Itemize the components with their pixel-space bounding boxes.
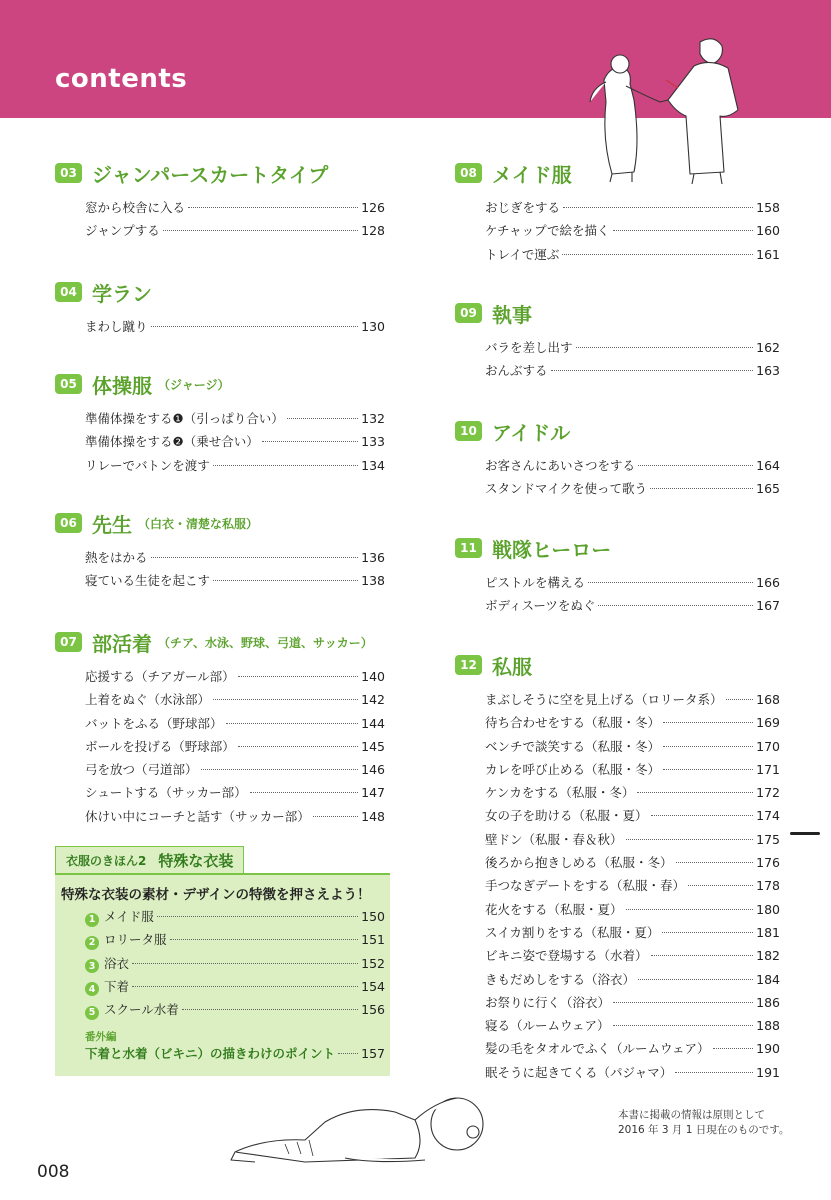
dot-leader — [613, 1025, 754, 1026]
section-0 — [455, 158, 780, 268]
dot-leader — [598, 605, 753, 606]
entry-page: 151 — [361, 932, 385, 948]
number-circle: 5 — [85, 1006, 99, 1020]
entry-page: 133 — [361, 434, 385, 450]
toc-entry[interactable] — [485, 456, 780, 479]
entry-page: 180 — [756, 901, 780, 917]
section-header — [55, 369, 385, 399]
section-number-badge: 09 — [455, 303, 482, 323]
entry-text: おんぶする — [485, 363, 548, 379]
section-2 — [55, 369, 385, 479]
dot-leader — [157, 916, 358, 917]
dot-leader — [563, 207, 753, 208]
entry-page: 175 — [756, 831, 780, 847]
entry-text: 準備体操をする❶（引っぱり合い） — [85, 411, 284, 426]
entry-page: 132 — [361, 411, 385, 426]
dot-leader — [262, 441, 358, 442]
entry-page: 168 — [756, 692, 780, 707]
entry-text: 眠そうに起きてくる（パジャマ） — [485, 1064, 673, 1080]
entry-page: 144 — [361, 715, 385, 731]
entry-text: ベンチで談笑する（私服・冬） — [485, 738, 661, 754]
dot-leader — [663, 746, 753, 747]
toc-entry[interactable] — [85, 221, 385, 244]
toc-entry[interactable] — [485, 361, 780, 384]
toc-entry[interactable] — [485, 690, 780, 713]
entry-page: 174 — [756, 808, 780, 824]
entry-page: 148 — [361, 808, 385, 824]
entry-text: 弓を放つ（弓道部） — [85, 762, 198, 778]
entry-page: 140 — [361, 669, 385, 684]
toc-entry[interactable] — [485, 338, 780, 361]
dot-leader — [576, 347, 754, 348]
entry-page: 162 — [756, 340, 780, 355]
entry-text: きもだめしをする（浴衣） — [485, 971, 636, 987]
number-circle: 2 — [85, 936, 99, 950]
dot-leader — [638, 465, 753, 466]
toc-entry[interactable] — [85, 548, 385, 571]
entry-page: 170 — [756, 738, 780, 754]
toc-entry[interactable] — [485, 830, 780, 853]
toc-entry[interactable] — [485, 900, 780, 923]
toc-entry[interactable] — [485, 970, 780, 993]
entry-page: 163 — [756, 363, 780, 379]
entry-text: ピストルを構える — [485, 575, 586, 590]
entry-text: ボディスーツをぬぐ — [485, 598, 596, 614]
entry-text: スクール水着 — [104, 1002, 179, 1018]
section-4 — [55, 627, 385, 830]
toc-entry[interactable] — [485, 245, 780, 268]
toc-entry[interactable] — [85, 198, 385, 221]
section-number-badge: 10 — [455, 421, 482, 441]
toc-entry[interactable] — [485, 853, 780, 876]
section-header — [455, 650, 780, 680]
entry-page: 191 — [756, 1064, 780, 1080]
section-number-badge: 07 — [55, 632, 82, 652]
section-number-badge: 04 — [55, 282, 82, 302]
entry-text: リレーでバトンを渡す — [85, 457, 210, 473]
entry-text: ケンカをする（私服・冬） — [485, 785, 635, 801]
entry-text: お客さんにあいさつをする — [485, 458, 636, 473]
dot-leader — [676, 862, 754, 863]
toc-entry[interactable] — [485, 573, 780, 596]
toc-entry[interactable] — [485, 713, 780, 736]
toc-entry[interactable] — [85, 807, 385, 830]
toc-entry[interactable] — [85, 571, 385, 594]
dot-leader — [226, 723, 359, 724]
dot-leader — [651, 955, 754, 956]
dot-leader — [662, 932, 753, 933]
toc-entry[interactable] — [485, 221, 780, 244]
entry-list — [55, 409, 385, 479]
entry-page: 126 — [361, 200, 385, 215]
box-body — [55, 873, 390, 1076]
dot-leader — [637, 792, 753, 793]
section-header — [455, 533, 780, 563]
section-subtitle: （ジャージ） — [158, 377, 230, 392]
toc-entry[interactable] — [85, 456, 385, 479]
entry-text: ジャンプする — [85, 223, 160, 239]
toc-entry[interactable] — [485, 1039, 780, 1062]
entry-page: 169 — [756, 715, 780, 731]
entry-page: 138 — [361, 573, 385, 589]
entry-text: 休けい中にコーチと話す（サッカー部） — [85, 808, 310, 824]
number-circle: 3 — [85, 959, 99, 973]
entry-text: 下着と水着（ビキニ）の描きわけのポイント — [85, 1046, 336, 1062]
entry-page: 184 — [756, 971, 780, 987]
entry-page: 167 — [756, 598, 780, 614]
section-1 — [455, 298, 780, 385]
entry-text: まわし蹴り — [85, 319, 148, 334]
entry-text: おじぎをする — [485, 200, 561, 215]
entry-text: 熱をはかる — [85, 550, 148, 565]
entry-text: 壁ドン（私服・春＆秋） — [485, 831, 623, 847]
section-subtitle: （白衣・清楚な私服） — [138, 516, 259, 531]
section-header — [55, 158, 385, 188]
entry-list — [55, 198, 385, 245]
entry-text: お祭りに行く（浴衣） — [485, 994, 611, 1010]
toc-entry[interactable] — [85, 783, 385, 806]
dot-leader — [688, 885, 753, 886]
disclaimer-note — [618, 1108, 789, 1138]
section-0 — [55, 158, 385, 245]
box-entry[interactable] — [85, 1000, 385, 1023]
entry-page: 147 — [361, 785, 385, 801]
section-header — [55, 627, 385, 657]
dot-leader — [213, 580, 358, 581]
section-title: メイド服 — [492, 162, 572, 187]
dot-leader — [188, 207, 358, 208]
entry-text: 窓から校舎に入る — [85, 200, 186, 215]
section-title: 戦隊ヒーロー — [492, 537, 612, 562]
toc-entry[interactable] — [485, 479, 780, 502]
entry-page: 157 — [361, 1046, 385, 1062]
section-4 — [455, 650, 780, 1086]
toc-entry[interactable] — [485, 596, 780, 619]
toc-entry[interactable] — [485, 760, 780, 783]
toc-entry[interactable] — [85, 409, 385, 432]
entry-text: 応援する（チアガール部） — [85, 669, 235, 684]
entry-text: ボールを投げる（野球部） — [85, 738, 235, 754]
entry-text: ケチャップで絵を描く — [485, 223, 610, 239]
section-subtitle: （チア、水泳、野球、弓道、サッカー） — [158, 635, 373, 650]
dot-leader — [551, 370, 754, 371]
toc-entry[interactable] — [485, 806, 780, 829]
entry-list — [55, 317, 385, 340]
entry-page: 171 — [756, 761, 780, 777]
toc-entry[interactable] — [85, 714, 385, 737]
entry-text: 女の子を助ける（私服・夏） — [485, 808, 648, 824]
entry-text: メイド服 — [104, 909, 154, 924]
entry-text: スタンドマイクを使って歌う — [485, 481, 648, 497]
page-number: 008 — [37, 1162, 70, 1182]
toc-entry[interactable] — [485, 737, 780, 760]
entry-page: 164 — [756, 458, 780, 473]
entry-page: 136 — [361, 550, 385, 565]
entry-page: 156 — [361, 1002, 385, 1018]
section-title: 体操服 — [92, 373, 152, 398]
entry-page: 186 — [756, 994, 780, 1010]
entry-text: 下着 — [104, 978, 130, 994]
section-title: 執事 — [492, 302, 532, 327]
dot-leader — [626, 839, 754, 840]
entry-text: 上着をぬぐ（水泳部） — [85, 692, 211, 708]
dot-leader — [132, 963, 358, 964]
entry-text: 準備体操をする❷（乗せ合い） — [85, 434, 259, 450]
toc-entry[interactable] — [85, 690, 385, 713]
entry-text: シュートする（サッカー部） — [85, 785, 247, 801]
entry-text: スイカ割りをする（私服・夏） — [485, 924, 660, 940]
entry-page: 150 — [361, 909, 385, 924]
section-number-badge: 03 — [55, 163, 82, 183]
entry-list — [455, 456, 780, 503]
dot-leader — [213, 465, 358, 466]
section-header — [455, 416, 780, 446]
entry-list — [455, 573, 780, 620]
entry-page: 178 — [756, 878, 780, 894]
dot-leader — [588, 582, 753, 583]
toc-entry[interactable] — [485, 993, 780, 1016]
dot-leader — [638, 979, 753, 980]
toc-entry[interactable] — [485, 1016, 780, 1039]
number-circle: 4 — [85, 982, 99, 996]
section-number-badge: 05 — [55, 374, 82, 394]
dot-leader — [663, 769, 753, 770]
illustration-sleeping-girl — [225, 1082, 495, 1168]
dot-leader — [726, 699, 754, 700]
entry-list — [455, 338, 780, 385]
toc-entry[interactable] — [85, 432, 385, 455]
entry-text: 花火をする（私服・夏） — [485, 901, 623, 917]
dot-leader — [650, 488, 753, 489]
dot-leader — [613, 230, 754, 231]
box-lead: 特殊な衣装の素材・デザインの特徴を押さえよう！ — [61, 887, 371, 903]
toc-entry[interactable] — [85, 760, 385, 783]
dot-leader — [626, 909, 754, 910]
entry-text: ロリータ服 — [104, 932, 167, 948]
entry-text: 寝る（ルームウェア） — [485, 1018, 610, 1034]
section-3 — [55, 508, 385, 595]
dot-leader — [613, 1002, 753, 1003]
section-1 — [55, 277, 385, 340]
entry-page: 160 — [756, 223, 780, 239]
section-title: 学ラン — [92, 281, 152, 306]
toc-entry[interactable] — [85, 737, 385, 760]
section-number-badge: 06 — [55, 513, 82, 533]
dot-leader — [562, 254, 753, 255]
entry-text: トレイで運ぶ — [485, 246, 560, 262]
box-entries — [61, 907, 385, 1023]
box-extra-entry[interactable] — [61, 1044, 385, 1066]
box-title: 特殊な衣装 — [158, 851, 234, 870]
section-number-badge: 12 — [455, 655, 482, 675]
box-entry[interactable] — [85, 954, 385, 977]
dot-leader — [287, 418, 358, 419]
box-tab — [55, 846, 244, 873]
entry-page: 182 — [756, 948, 780, 964]
entry-text: バットをふる（野球部） — [85, 715, 223, 731]
dot-leader — [151, 557, 359, 558]
dot-leader — [313, 816, 358, 817]
entry-text: 後ろから抱きしめる（私服・冬） — [485, 855, 673, 871]
entry-text: ビキニ姿で登場する（水着） — [485, 948, 648, 964]
toc-entry[interactable] — [485, 1063, 780, 1086]
entry-page: 165 — [756, 481, 780, 497]
section-number-badge: 11 — [455, 538, 482, 558]
entry-page: 176 — [756, 855, 780, 871]
entry-page: 161 — [756, 246, 780, 262]
section-header — [455, 298, 780, 328]
entry-page: 128 — [361, 223, 385, 239]
dot-leader — [151, 326, 359, 327]
entry-text: 浴衣 — [104, 955, 130, 971]
dot-leader — [132, 986, 358, 987]
number-circle: 1 — [85, 913, 99, 927]
entry-list — [455, 690, 780, 1086]
dot-leader — [213, 699, 358, 700]
page-title: contents — [55, 64, 188, 94]
entry-page: 146 — [361, 762, 385, 778]
entry-page: 152 — [361, 955, 385, 971]
section-header — [55, 508, 385, 538]
section-number-badge: 08 — [455, 163, 482, 183]
toc-entry[interactable] — [85, 317, 385, 340]
entry-page: 130 — [361, 319, 385, 334]
section-title: ジャンパースカートタイプ — [92, 162, 329, 187]
dot-leader — [201, 769, 359, 770]
dot-leader — [713, 1048, 754, 1049]
toc-entry[interactable] — [485, 783, 780, 806]
entry-text: 待ち合わせをする（私服・冬） — [485, 715, 661, 731]
special-costume-box — [55, 846, 390, 1076]
dot-leader — [170, 939, 359, 940]
entry-page: 190 — [756, 1041, 780, 1057]
entry-page: 134 — [361, 457, 385, 473]
box-entry[interactable] — [85, 930, 385, 953]
toc-entry[interactable] — [85, 667, 385, 690]
entry-list — [455, 198, 780, 268]
dot-leader — [663, 722, 753, 723]
entry-page: 142 — [361, 692, 385, 708]
entry-text: 寝ている生徒を起こす — [85, 573, 211, 589]
toc-entry[interactable] — [485, 198, 780, 221]
entry-text: 手つなぎデートをする（私服・春） — [485, 878, 686, 894]
entry-list — [55, 667, 385, 830]
dot-leader — [238, 746, 358, 747]
entry-page: 158 — [756, 200, 780, 215]
entry-page: 166 — [756, 575, 780, 590]
entry-page: 145 — [361, 738, 385, 754]
section-2 — [455, 416, 780, 503]
section-header — [455, 158, 780, 188]
box-extra-label: 番外編 — [85, 1031, 117, 1044]
box-entry[interactable] — [85, 907, 385, 930]
toc-entry[interactable] — [485, 946, 780, 969]
entry-page: 181 — [756, 924, 780, 940]
section-header — [55, 277, 385, 307]
dot-leader — [250, 792, 359, 793]
entry-page: 154 — [361, 978, 385, 994]
entry-text: 髪の毛をタオルでふく（ルームウェア） — [485, 1041, 710, 1057]
box-label: 衣服のきほん2 — [66, 853, 147, 868]
dot-leader — [163, 230, 358, 231]
dot-leader — [675, 1072, 753, 1073]
note-line: 本書に掲載の情報は原則として — [618, 1109, 765, 1121]
edge-mark — [790, 832, 820, 835]
entry-page: 188 — [756, 1018, 780, 1034]
dot-leader — [238, 676, 359, 677]
dot-leader — [651, 815, 754, 816]
toc-entry[interactable] — [485, 923, 780, 946]
box-entry[interactable] — [85, 977, 385, 1000]
entry-text: バラを差し出す — [485, 340, 573, 355]
section-title: 私服 — [492, 654, 532, 679]
entry-list — [55, 548, 385, 595]
dot-leader — [182, 1009, 358, 1010]
toc-entry[interactable] — [485, 876, 780, 899]
entry-page: 172 — [756, 785, 780, 801]
dot-leader — [338, 1053, 358, 1054]
entry-text: カレを呼び止める（私服・冬） — [485, 761, 661, 777]
section-title: 先生 — [92, 512, 132, 537]
section-title: アイドル — [492, 420, 571, 445]
section-title: 部活着 — [92, 631, 152, 656]
note-line: 2016 年 3 月 1 日現在のものです。 — [618, 1124, 790, 1136]
section-3 — [455, 533, 780, 620]
entry-text: まぶしそうに空を見上げる（ロリータ系） — [485, 692, 723, 707]
